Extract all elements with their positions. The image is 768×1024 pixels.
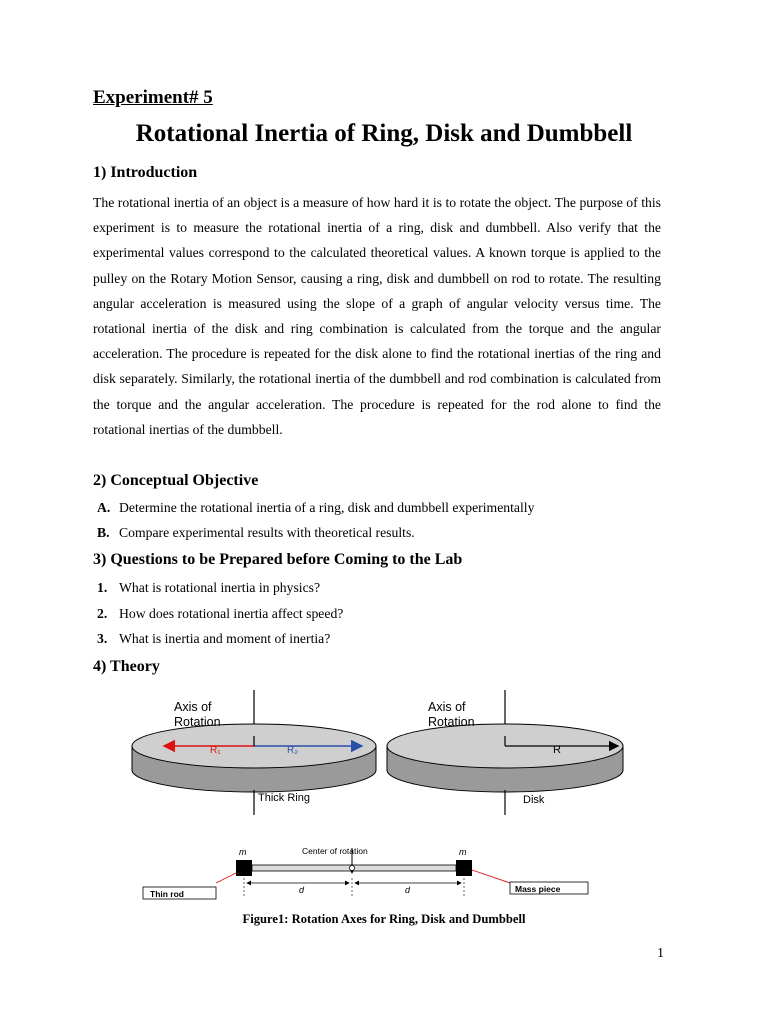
mass-pointer xyxy=(472,870,510,883)
r1-label: R₁ xyxy=(210,745,221,756)
dumbbell-diagram xyxy=(143,846,588,899)
list-item xyxy=(97,525,415,541)
section-number: 3) xyxy=(93,551,107,568)
list-text: What is inertia and moment of inertia? xyxy=(119,631,331,646)
axis-label: Rotation xyxy=(174,715,221,729)
list-text: What is rotational inertia in physics? xyxy=(119,580,321,595)
mass-piece-label: Mass piece xyxy=(515,884,561,894)
list-text: Determine the rotational inertia of a ring, disk and dumbbell experimentally xyxy=(119,500,535,515)
axis-label: Rotation xyxy=(428,715,475,729)
page-number: 1 xyxy=(657,946,664,961)
section-objective-heading xyxy=(93,472,258,490)
section-introduction-heading xyxy=(93,164,197,182)
rod-pointer xyxy=(216,873,236,883)
rotation-axes-figure xyxy=(0,690,768,910)
figure-caption: Figure1: Rotation Axes for Ring, Disk and Dumbbell xyxy=(242,912,526,926)
center-point xyxy=(350,866,355,871)
thin-rod-label: Thin rod xyxy=(150,889,184,899)
r2-label: R₂ xyxy=(287,745,299,756)
thick-ring-label: Thick Ring xyxy=(258,792,310,804)
distance-label-right: d xyxy=(405,885,411,895)
mass-label-left: m xyxy=(239,847,247,857)
mass-right xyxy=(456,860,472,876)
mass-label-right: m xyxy=(459,847,467,857)
section-theory-heading xyxy=(93,658,160,676)
section-title: Questions to be Prepared before Coming to the Lab xyxy=(110,551,463,568)
list-text: Compare experimental results with theoretical results. xyxy=(119,525,415,540)
introduction-paragraph: The rotational inertia of an object is a measure of how hard it is to rotate the object. The purpose of this experiment is to measure the rotational inertia of a ring, disk and dumbbell. Also verify that the experimental values correspond to the calculated theoretical values. A known torque is applied to the pulley on the Rotary Motion Sensor, causing a ring, disk and dumbbell on rod to rotate. The resulting angular acceleration is measured using the slope of a graph of angular velocity versus time. The rotational inertia of the disk and ring combination is calculated from the torque and the angular acceleration. The procedure is repeated for the disk alone to find the rotational inertias of the ring and disk separately. Similarly, the rotational inertia of the dumbbell and rod combination is calculated from the torque and the angular acceleration. The procedure is repeated for the rod alone to find the rotational inertias of the dumbbell. xyxy=(93,195,661,437)
disk-label: Disk xyxy=(523,794,545,806)
mass-left xyxy=(236,860,252,876)
section-title: Introduction xyxy=(110,164,198,181)
distance-label-left: d xyxy=(299,885,305,895)
list-text: How does rotational inertia affect speed? xyxy=(119,606,344,621)
list-item xyxy=(97,500,534,516)
disk-diagram xyxy=(387,690,623,815)
list-item xyxy=(97,631,330,647)
section-number: 4) xyxy=(93,658,107,675)
list-item xyxy=(97,580,320,596)
list-item xyxy=(97,606,343,622)
list-label: 1. xyxy=(97,580,108,595)
list-label: 3. xyxy=(97,631,108,646)
axis-label: Axis of xyxy=(428,700,466,714)
experiment-number: Experiment# 5 xyxy=(93,87,213,108)
section-number: 1) xyxy=(93,164,107,181)
section-title: Theory xyxy=(110,658,160,675)
list-label: B. xyxy=(97,525,110,540)
section-number: 2) xyxy=(93,472,107,489)
thick-ring-diagram xyxy=(132,690,376,815)
document-title: Rotational Inertia of Ring, Disk and Dumbbell xyxy=(135,120,633,147)
list-label: A. xyxy=(97,500,111,515)
radius-label: R xyxy=(553,744,561,756)
list-label: 2. xyxy=(97,606,108,621)
center-of-rotation-label: Center of rotation xyxy=(302,846,368,856)
section-questions-heading xyxy=(93,551,462,569)
axis-label: Axis of xyxy=(174,700,212,714)
section-title: Conceptual Objective xyxy=(110,472,259,489)
